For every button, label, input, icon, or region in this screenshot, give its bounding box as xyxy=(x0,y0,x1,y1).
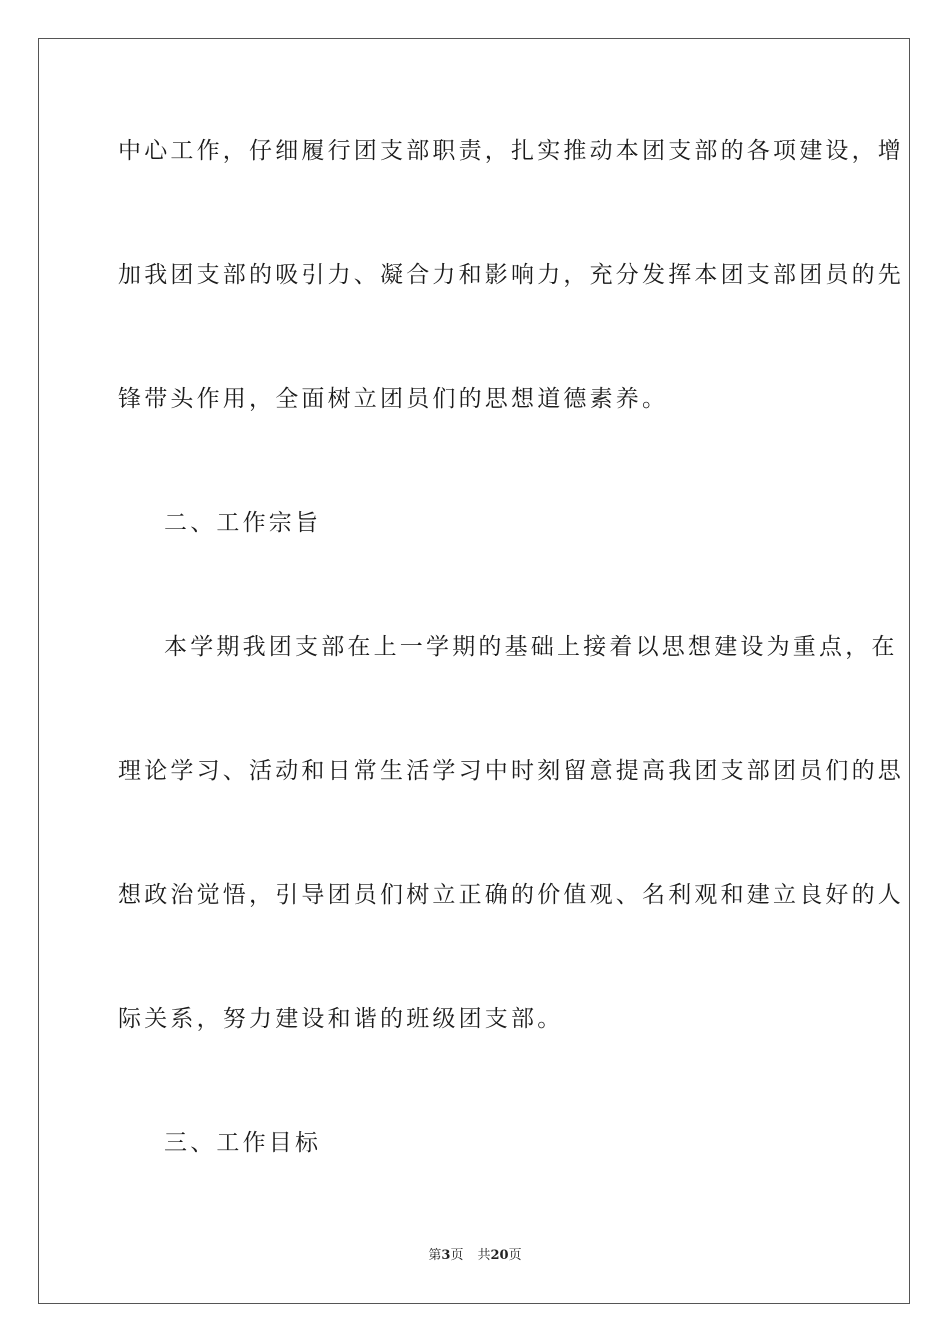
section-heading: 三、工作目标 xyxy=(164,1130,322,1156)
paragraph-line: 锋带头作用，全面树立团员们的思想道德素养。 xyxy=(118,386,669,412)
paragraph-line: 中心工作，仔细履行团支部职责，扎实推动本团支部的各项建设，增 xyxy=(118,138,904,164)
page-number: 3 xyxy=(441,1248,451,1263)
page-border xyxy=(38,38,910,1304)
page-suffix: 页 xyxy=(450,1248,464,1263)
total-suffix: 页 xyxy=(508,1248,522,1263)
page-prefix: 第 xyxy=(428,1248,442,1263)
paragraph-line: 理论学习、活动和日常生活学习中时刻留意提高我团支部团员们的思 xyxy=(118,758,904,784)
paragraph-line: 加我团支部的吸引力、凝合力和影响力，充分发挥本团支部团员的先 xyxy=(118,262,904,288)
page-footer xyxy=(0,1247,950,1265)
total-pages: 20 xyxy=(490,1248,509,1263)
total-prefix: 共 xyxy=(477,1248,491,1263)
paragraph-line: 想政治觉悟，引导团员们树立正确的价值观、名利观和建立良好的人 xyxy=(118,882,904,908)
paragraph-line: 本学期我团支部在上一学期的基础上接着以思想建设为重点，在 xyxy=(164,634,898,660)
section-heading: 二、工作宗旨 xyxy=(164,510,322,536)
paragraph-line: 际关系，努力建设和谐的班级团支部。 xyxy=(118,1006,564,1032)
